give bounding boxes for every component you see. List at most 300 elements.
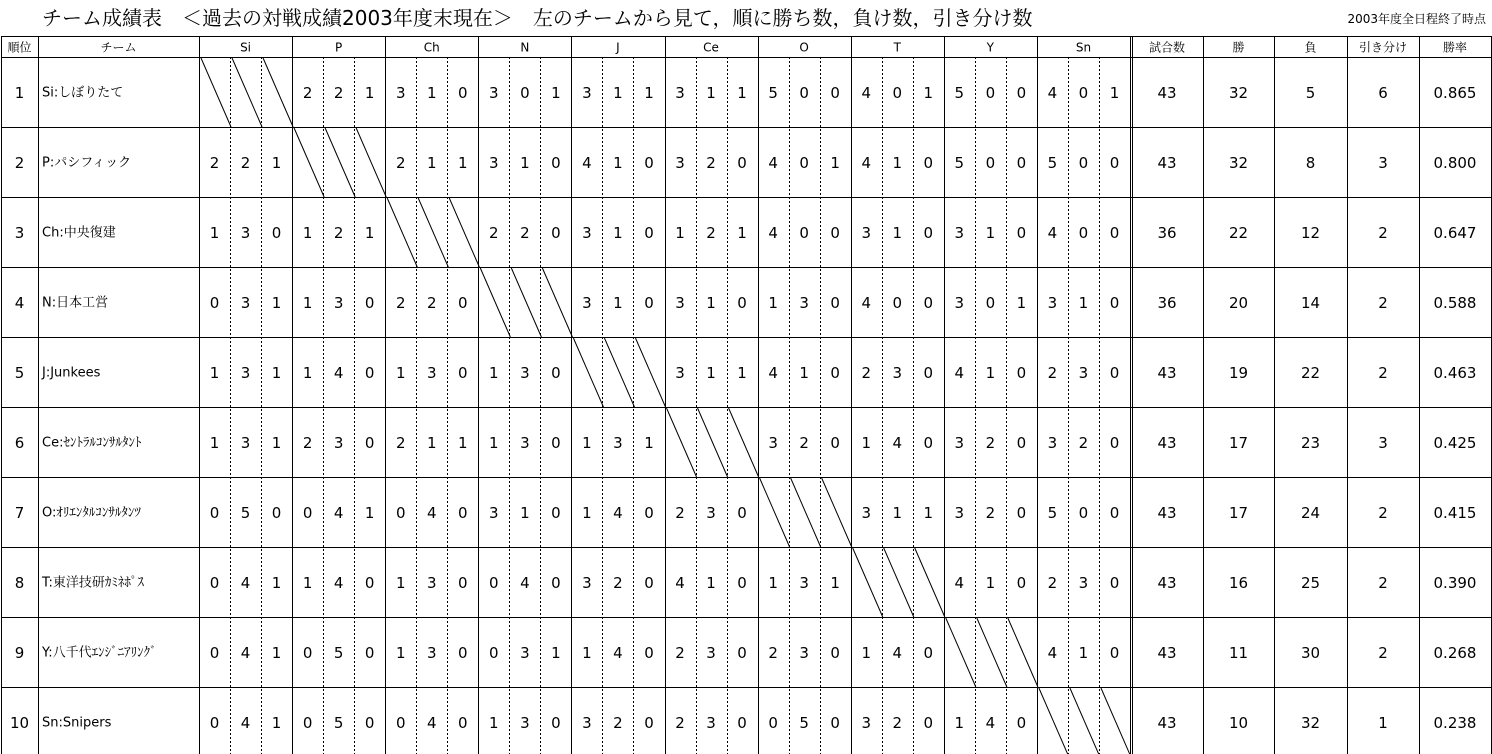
record-value: 5 — [799, 714, 809, 732]
record-value: 0 — [737, 154, 747, 172]
win-pct-cell: 0.865 — [1433, 84, 1477, 102]
record-value: 3 — [582, 224, 592, 242]
games-cell: 43 — [1157, 154, 1177, 172]
record-value: 1 — [209, 224, 220, 242]
wins-cell: 32 — [1228, 154, 1249, 172]
record-value: 1 — [582, 644, 592, 662]
record-value: 4 — [240, 644, 251, 662]
record-value: 0 — [302, 714, 313, 732]
record-value: 2 — [240, 154, 251, 172]
losses-cell: 14 — [1300, 294, 1321, 312]
self-matchup-hatch — [480, 268, 510, 337]
as-of-note: 2003年度全日程終了時点 — [1347, 12, 1486, 26]
record-value: 0 — [644, 714, 654, 732]
record-value: 1 — [582, 504, 592, 522]
record-value: 0 — [644, 224, 654, 242]
opponent-header-y: Y — [986, 40, 995, 55]
record-value: 1 — [395, 644, 406, 662]
record-value: 1 — [923, 504, 934, 522]
record-value: 0 — [364, 364, 375, 382]
record-value: 5 — [1047, 154, 1058, 172]
record-value: 0 — [1109, 224, 1120, 242]
record-value: 1 — [737, 84, 747, 102]
record-value: 0 — [830, 644, 840, 662]
record-value: 5 — [768, 84, 778, 102]
record-value: 4 — [1047, 644, 1058, 662]
record-value: 1 — [271, 154, 282, 172]
record-value: 2 — [395, 154, 406, 172]
games-cell: 43 — [1157, 644, 1177, 662]
record-value: 5 — [954, 84, 965, 102]
record-value: 0 — [644, 294, 654, 312]
record-value: 0 — [551, 224, 561, 242]
record-value: 2 — [675, 714, 685, 732]
record-value: 1 — [364, 84, 375, 102]
record-value: 3 — [426, 574, 437, 592]
record-value: 3 — [861, 504, 871, 522]
record-value: 2 — [1047, 574, 1058, 592]
team-header: チーム — [100, 40, 137, 55]
record-value: 4 — [675, 574, 685, 592]
opponent-header-ch: Ch — [423, 40, 440, 55]
wins-cell: 19 — [1228, 364, 1249, 382]
record-value: 4 — [768, 154, 778, 172]
record-value: 0 — [209, 294, 220, 312]
record-value: 3 — [675, 154, 685, 172]
record-value: 3 — [1078, 364, 1089, 382]
draws-cell: 1 — [1378, 714, 1388, 732]
record-value: 3 — [768, 434, 778, 452]
rank-cell: 5 — [14, 364, 25, 382]
record-value: 0 — [395, 504, 406, 522]
draws-cell: 2 — [1378, 574, 1388, 592]
record-value: 1 — [271, 434, 282, 452]
record-value: 3 — [954, 294, 965, 312]
wins-cell: 10 — [1228, 714, 1249, 732]
wins-cell: 17 — [1228, 504, 1249, 522]
record-value: 0 — [489, 644, 499, 662]
draws-cell: 6 — [1378, 84, 1388, 102]
record-value: 2 — [333, 224, 344, 242]
record-value: 0 — [271, 504, 282, 522]
record-value: 1 — [706, 574, 716, 592]
games-cell: 43 — [1157, 434, 1177, 452]
record-value: 3 — [954, 224, 965, 242]
opponent-header-sn: Sn — [1075, 40, 1092, 55]
record-value: 1 — [706, 84, 716, 102]
team-cell: Y:八千代ｴﾝｼﾞﾆｱﾘﾝｸﾞ — [42, 645, 157, 661]
record-value: 1 — [395, 574, 406, 592]
self-matchup-hatch — [542, 268, 572, 337]
team-cell: Ce:ｾﾝﾄﾗﾙｺﾝｻﾙﾀﾝﾄ — [42, 435, 142, 451]
record-value: 0 — [551, 714, 561, 732]
record-value: 1 — [1016, 294, 1027, 312]
record-value: 3 — [892, 364, 903, 382]
wins-cell: 32 — [1228, 84, 1249, 102]
record-value: 0 — [395, 714, 406, 732]
rank-cell: 8 — [14, 574, 25, 592]
record-value: 3 — [240, 364, 251, 382]
record-value: 0 — [1078, 154, 1089, 172]
stat-header: 試合数 — [1148, 40, 1186, 55]
record-value: 0 — [644, 504, 654, 522]
record-value: 4 — [861, 154, 871, 172]
record-value: 0 — [551, 434, 561, 452]
record-value: 1 — [1078, 294, 1089, 312]
record-value: 3 — [240, 224, 251, 242]
opponent-header-ce: Ce — [703, 40, 719, 55]
record-value: 0 — [1109, 504, 1120, 522]
record-value: 2 — [302, 84, 313, 102]
record-value: 2 — [675, 504, 685, 522]
record-value: 4 — [1047, 224, 1058, 242]
self-matchup-hatch — [822, 478, 852, 547]
record-value: 1 — [1078, 644, 1089, 662]
record-value: 0 — [985, 154, 996, 172]
record-value: 3 — [520, 364, 530, 382]
record-value: 4 — [985, 714, 996, 732]
opponent-header-p: P — [335, 40, 343, 55]
record-value: 5 — [1047, 504, 1058, 522]
record-value: 0 — [364, 294, 375, 312]
record-value: 1 — [271, 364, 282, 382]
record-value: 1 — [985, 364, 996, 382]
wins-cell: 20 — [1228, 294, 1249, 312]
record-value: 0 — [458, 644, 468, 662]
record-value: 0 — [1109, 364, 1120, 382]
record-value: 0 — [799, 224, 809, 242]
record-value: 1 — [395, 364, 406, 382]
rank-header: 順位 — [7, 40, 32, 55]
record-value: 2 — [426, 294, 437, 312]
record-value: 0 — [364, 644, 375, 662]
games-cell: 43 — [1157, 84, 1177, 102]
record-value: 0 — [458, 504, 468, 522]
record-value: 3 — [582, 714, 592, 732]
record-value: 1 — [737, 364, 747, 382]
record-value: 1 — [613, 224, 623, 242]
record-value: 3 — [520, 714, 530, 732]
record-value: 0 — [271, 224, 282, 242]
self-matchup-hatch — [573, 338, 603, 407]
record-value: 2 — [706, 154, 716, 172]
record-value: 0 — [458, 714, 468, 732]
self-matchup-hatch — [884, 548, 914, 617]
team-cell: Ch:中央復建 — [42, 225, 116, 241]
record-value: 1 — [923, 84, 934, 102]
record-value: 0 — [799, 84, 809, 102]
record-value: 3 — [489, 154, 499, 172]
record-value: 3 — [489, 504, 499, 522]
record-value: 2 — [675, 644, 685, 662]
record-value: 0 — [1016, 224, 1027, 242]
record-value: 4 — [892, 434, 903, 452]
self-matchup-hatch — [418, 198, 448, 267]
draws-cell: 2 — [1378, 294, 1388, 312]
record-value: 1 — [892, 154, 903, 172]
record-value: 0 — [1109, 574, 1120, 592]
losses-cell: 30 — [1300, 644, 1321, 662]
games-cell: 43 — [1157, 574, 1177, 592]
games-cell: 36 — [1157, 294, 1177, 312]
win-pct-cell: 0.390 — [1433, 574, 1477, 592]
record-value: 0 — [458, 574, 468, 592]
win-pct-cell: 0.588 — [1433, 294, 1477, 312]
rank-cell: 9 — [14, 644, 25, 662]
losses-cell: 8 — [1305, 154, 1316, 172]
self-matchup-hatch — [635, 338, 665, 407]
record-value: 0 — [737, 644, 747, 662]
team-cell: Si:しぼりたて — [42, 85, 124, 101]
self-matchup-hatch — [977, 618, 1007, 687]
record-value: 0 — [458, 294, 468, 312]
losses-cell: 32 — [1300, 714, 1321, 732]
record-value: 0 — [489, 574, 499, 592]
record-value: 0 — [551, 504, 561, 522]
record-value: 0 — [1078, 504, 1089, 522]
record-value: 1 — [861, 644, 871, 662]
stat-header: 勝率 — [1442, 40, 1468, 55]
self-matchup-hatch — [791, 478, 821, 547]
record-value: 2 — [520, 224, 530, 242]
record-value: 1 — [675, 224, 685, 242]
losses-cell: 23 — [1300, 434, 1321, 452]
record-value: 0 — [1016, 434, 1027, 452]
games-cell: 43 — [1157, 714, 1177, 732]
record-value: 1 — [644, 434, 654, 452]
record-value: 3 — [582, 84, 592, 102]
record-value: 0 — [364, 574, 375, 592]
record-value: 0 — [551, 574, 561, 592]
record-value: 0 — [923, 294, 934, 312]
record-value: 0 — [1078, 84, 1089, 102]
record-value: 3 — [426, 644, 437, 662]
record-value: 1 — [209, 434, 220, 452]
team-cell: J:Junkees — [42, 365, 101, 381]
self-matchup-hatch — [201, 58, 231, 127]
record-value: 4 — [333, 574, 344, 592]
record-value: 5 — [333, 644, 344, 662]
self-matchup-hatch — [1008, 618, 1038, 687]
opponent-header-t: T — [893, 40, 901, 55]
record-value: 1 — [302, 574, 313, 592]
record-value: 3 — [333, 434, 344, 452]
record-value: 1 — [271, 644, 282, 662]
self-matchup-hatch — [511, 268, 541, 337]
win-pct-cell: 0.268 — [1433, 644, 1477, 662]
record-value: 0 — [737, 294, 747, 312]
record-value: 0 — [923, 224, 934, 242]
team-cell: T:東洋技研ｶﾐﾈﾎﾟｽ — [42, 575, 144, 591]
losses-cell: 5 — [1305, 84, 1316, 102]
self-matchup-hatch — [915, 548, 945, 617]
record-value: 0 — [737, 574, 747, 592]
record-value: 1 — [830, 574, 840, 592]
rank-cell: 2 — [14, 154, 25, 172]
record-value: 0 — [302, 644, 313, 662]
self-matchup-hatch — [853, 548, 883, 617]
record-value: 4 — [892, 644, 903, 662]
record-value: 1 — [489, 714, 499, 732]
record-value: 4 — [240, 714, 251, 732]
record-value: 0 — [892, 84, 903, 102]
record-value: 3 — [582, 574, 592, 592]
self-matchup-hatch — [356, 128, 386, 197]
record-value: 0 — [1016, 574, 1027, 592]
record-value: 4 — [582, 154, 592, 172]
win-pct-cell: 0.415 — [1433, 504, 1477, 522]
record-value: 3 — [333, 294, 344, 312]
record-value: 3 — [613, 434, 623, 452]
record-value: 1 — [799, 364, 809, 382]
record-value: 1 — [892, 504, 903, 522]
record-value: 3 — [706, 644, 716, 662]
team-cell: P:パシフィック — [42, 155, 132, 171]
record-value: 2 — [985, 434, 996, 452]
rank-cell: 7 — [14, 504, 25, 522]
record-value: 1 — [830, 154, 840, 172]
record-value: 0 — [644, 574, 654, 592]
record-value: 3 — [706, 504, 716, 522]
record-value: 1 — [861, 434, 871, 452]
team-cell: O:ｵﾘｴﾝﾀﾙｺﾝｻﾙﾀﾝﾂ — [42, 505, 141, 521]
record-value: 1 — [737, 224, 747, 242]
record-value: 1 — [489, 434, 499, 452]
record-value: 0 — [923, 154, 934, 172]
rank-cell: 6 — [14, 434, 25, 452]
record-value: 4 — [954, 574, 965, 592]
record-value: 0 — [768, 714, 778, 732]
self-matchup-hatch — [449, 198, 479, 267]
record-value: 2 — [799, 434, 809, 452]
record-value: 4 — [333, 504, 344, 522]
record-value: 1 — [1109, 84, 1120, 102]
record-value: 0 — [1109, 294, 1120, 312]
record-value: 0 — [985, 84, 996, 102]
record-value: 3 — [799, 574, 809, 592]
record-value: 2 — [333, 84, 344, 102]
team-cell: N:日本工営 — [42, 295, 109, 311]
record-value: 4 — [1047, 84, 1058, 102]
stat-header: 引き分け — [1358, 40, 1408, 55]
win-pct-cell: 0.463 — [1433, 364, 1477, 382]
record-value: 0 — [1078, 224, 1089, 242]
record-value: 2 — [985, 504, 996, 522]
draws-cell: 3 — [1378, 154, 1388, 172]
record-value: 4 — [240, 574, 251, 592]
record-value: 0 — [923, 434, 934, 452]
record-value: 1 — [768, 294, 778, 312]
record-value: 4 — [613, 504, 623, 522]
stat-header: 勝 — [1232, 40, 1245, 55]
win-pct-cell: 0.425 — [1433, 434, 1477, 452]
record-value: 5 — [333, 714, 344, 732]
record-value: 3 — [954, 504, 965, 522]
record-value: 1 — [551, 84, 561, 102]
record-value: 1 — [302, 224, 313, 242]
record-value: 1 — [364, 224, 375, 242]
record-value: 1 — [551, 644, 561, 662]
record-value: 0 — [799, 154, 809, 172]
record-value: 1 — [582, 434, 592, 452]
record-value: 0 — [923, 364, 934, 382]
record-value: 3 — [520, 644, 530, 662]
record-value: 1 — [644, 84, 654, 102]
losses-cell: 24 — [1300, 504, 1321, 522]
self-matchup-hatch — [667, 408, 697, 477]
record-value: 3 — [520, 434, 530, 452]
record-value: 4 — [861, 84, 871, 102]
record-value: 3 — [1047, 294, 1058, 312]
record-value: 1 — [613, 154, 623, 172]
games-cell: 43 — [1157, 504, 1177, 522]
self-matchup-hatch — [1070, 688, 1100, 754]
record-value: 0 — [892, 294, 903, 312]
record-value: 1 — [985, 224, 996, 242]
record-value: 0 — [923, 714, 934, 732]
record-value: 4 — [520, 574, 530, 592]
record-value: 0 — [1109, 644, 1120, 662]
record-value: 0 — [1016, 154, 1027, 172]
record-value: 3 — [1047, 434, 1058, 452]
opponent-header-si: Si — [240, 40, 252, 55]
record-value: 3 — [861, 224, 871, 242]
record-value: 2 — [209, 154, 220, 172]
record-value: 0 — [1016, 364, 1027, 382]
draws-cell: 2 — [1378, 224, 1388, 242]
record-value: 0 — [830, 224, 840, 242]
record-value: 0 — [830, 714, 840, 732]
losses-cell: 12 — [1300, 224, 1321, 242]
record-value: 5 — [954, 154, 965, 172]
record-value: 3 — [799, 294, 809, 312]
record-value: 1 — [271, 574, 282, 592]
record-value: 2 — [395, 434, 406, 452]
record-value: 2 — [1047, 364, 1058, 382]
self-matchup-hatch — [232, 58, 262, 127]
record-value: 0 — [737, 714, 747, 732]
losses-cell: 22 — [1300, 364, 1321, 382]
record-value: 1 — [271, 294, 282, 312]
record-value: 1 — [426, 434, 437, 452]
record-value: 1 — [768, 574, 778, 592]
record-value: 0 — [1109, 154, 1120, 172]
record-value: 4 — [768, 364, 778, 382]
record-value: 2 — [395, 294, 406, 312]
self-matchup-hatch — [263, 58, 293, 127]
record-value: 2 — [892, 714, 903, 732]
record-value: 4 — [861, 294, 871, 312]
record-value: 0 — [458, 364, 468, 382]
record-value: 3 — [1078, 574, 1089, 592]
record-value: 1 — [892, 224, 903, 242]
rank-cell: 4 — [14, 294, 25, 312]
record-value: 0 — [209, 574, 220, 592]
self-matchup-hatch — [729, 408, 759, 477]
record-value: 3 — [426, 364, 437, 382]
win-pct-cell: 0.647 — [1433, 224, 1477, 242]
record-value: 2 — [613, 574, 623, 592]
record-value: 5 — [240, 504, 251, 522]
self-matchup-hatch — [604, 338, 634, 407]
record-value: 3 — [675, 294, 685, 312]
record-value: 1 — [489, 364, 499, 382]
team-cell: Sn:Snipers — [42, 715, 112, 731]
record-value: 0 — [923, 644, 934, 662]
self-matchup-hatch — [1039, 688, 1069, 754]
stat-header: 負 — [1304, 40, 1317, 55]
self-matchup-hatch — [760, 478, 790, 547]
